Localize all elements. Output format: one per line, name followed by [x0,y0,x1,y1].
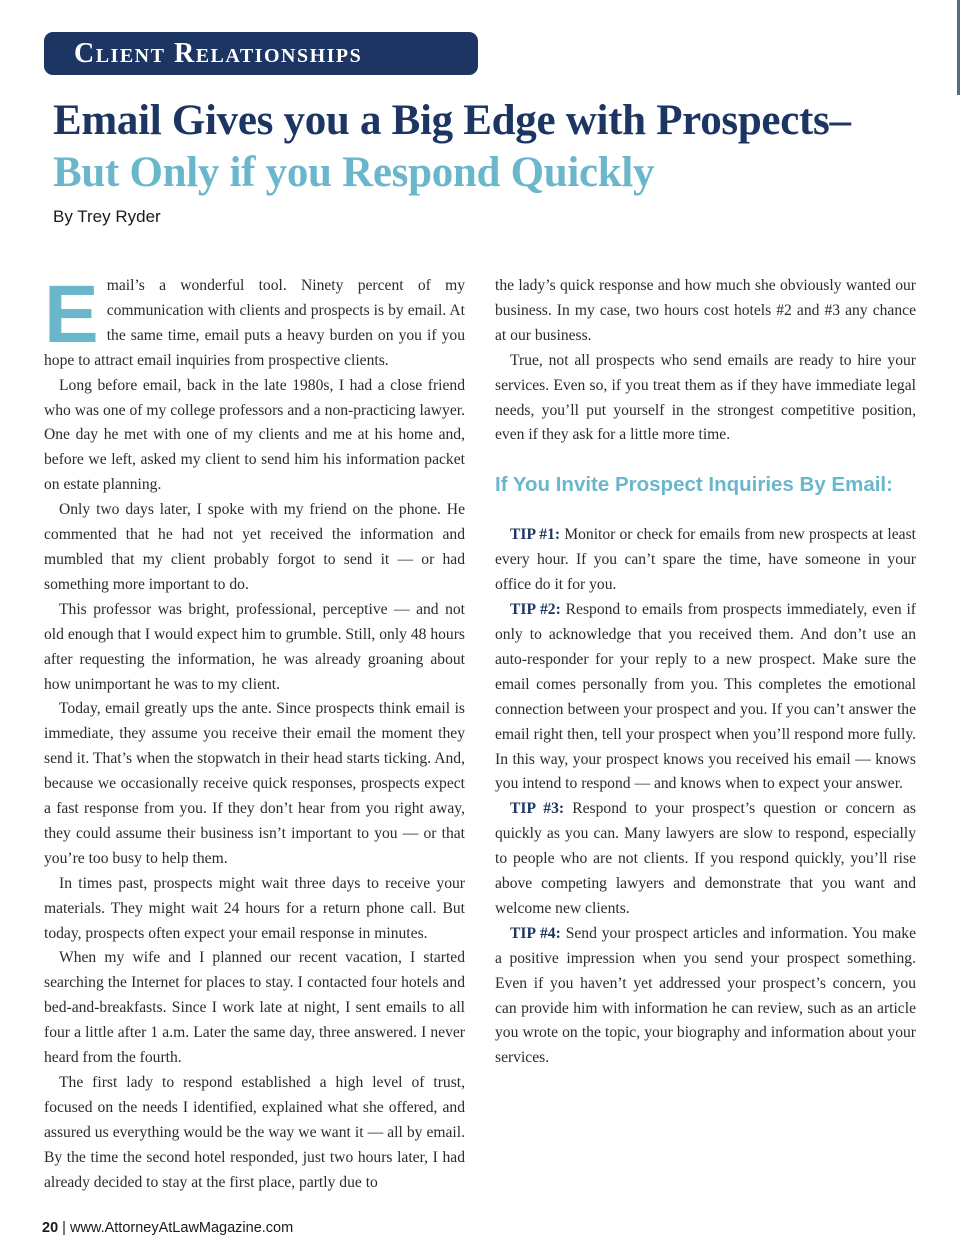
article-paragraph: True, not all prospects who send emails are ready to hire your services. Even so, if you treat them as if they have immediate legal needs, you’ll put yourself in the strongest competitive position, even if they ask for a little more time. [495,351,916,444]
article-paragraph: Only two days later, I spoke with my friend on the phone. He commented that he had not yet received the information and mumbled that my client probably forgot to send it — or had something more important to do. [44,501,465,593]
article-paragraph: The first lady to respond established a high level of trust, focused on the needs I identified, explained what she offered, and assured us everything would be the way we want it — all by email. By the time the second hotel responded, just two hours later, I had already decided to stay at the first place, partly due to [44,1074,465,1191]
article-paragraph: This professor was bright, professional, perceptive — and not old enough that I would expect him to grumble. Still, only 48 hours after requesting the information, he was already groaning about how unimportant he was to my client. [44,600,465,693]
article-paragraph: Long before email, back in the late 1980s, I had a close friend who was one of my college professors and a non-practicing lawyer. One day he met with one of my clients and me at his home and, before we left, asked my client to send him his information packet on estate planning. [44,376,465,494]
article-paragraph: When my wife and I planned our recent vacation, I started searching the Internet for places to stay. I contacted four hotels and bed-and-breakfasts. Since I work late at night, I sent emails to all four a little after 1 a.m. Later the same day, three answered. I never heard from the fourth. [44,949,465,1067]
page-number: 20 [42,1220,59,1236]
byline: By Trey Ryder [53,207,161,226]
drop-cap: E [44,269,99,360]
tip-3: TIP #3: Respond to your prospect’s question or concern as quickly as you can. Many lawyers are slow to respond, especially to people who are not clients. If you respond quickly, you’ll rise above competing lawyers and demonstrate that you want and welcome new clients. [495,800,916,917]
article-column-left [44,269,465,1196]
article-paragraph: Email’s a wonderful tool. Ninety percent of my communication with clients and prospects is by email. At the same time, email puts a heavy burden on you if you hope to attract email inquiries from prospective clients. [44,269,465,369]
tip-label: TIP #3: [510,800,565,818]
article-paragraph: Today, email greatly ups the ante. Since prospects think email is immediate, they assume you receive their email the moment they send it. That’s when the stopwatch in their head starts ticking. And, because we occasionally receive quick responses, prospects expect a fast response from you. If they don’t hear from you right away, they could assume their business isn’t important to you — or that you’re too busy to help them. [44,700,465,867]
tip-label: TIP #2: [510,601,561,619]
article-paragraph: In times past, prospects might wait three days to receive your materials. They might wait 24 hours for a return phone call. But today, prospects often expect your email response in minutes. [44,874,465,942]
tip-label: TIP #4: [510,924,561,942]
article-paragraph: the lady’s quick response and how much she obviously wanted our business. In my case, two hours cost hotels #2 and #3 any chance at our business. [495,277,916,344]
tip-2: TIP #2: Respond to emails from prospects immediately, even if only to acknowledge that you received them. And don’t use an auto-responder for your reply to a new prospect. Make sure the email comes personally from you. This completes the emotional connection between your prospect and you. If you can’t answer the email right then, tell your prospect when you’ll respond more fully. In this way, your prospect knows you received his email — knows you intend to respond — and knows when to expect your answer. [495,601,916,793]
footer-separator: | [58,1220,70,1236]
page-footer [42,1220,293,1236]
tips-subheading: If You Invite Prospect Inquiries By Email: [495,473,893,497]
footer-website-link[interactable]: www.AttorneyAtLawMagazine.com [69,1220,294,1236]
tip-label: TIP #1: [510,526,561,544]
tip-4: TIP #4: Send your prospect articles and information. You make a positive impression when you send your prospect something. Even if you haven’t yet addressed your prospect’s concern, you can provide him with information he can review, such as an article you wrote on the topic, your biography and information about your services. [495,924,916,1067]
tip-1: TIP #1: Monitor or check for emails from new prospects at least every hour. If you can’t spare the time, have someone in your office do it for you. [495,526,916,594]
section-banner: Client Relationships [44,32,478,75]
headline-line-1: Email Gives you a Big Edge with Prospects– [53,97,851,144]
headline-line-2: But Only if you Respond Quickly [53,149,655,196]
article-column-right [495,274,916,1071]
